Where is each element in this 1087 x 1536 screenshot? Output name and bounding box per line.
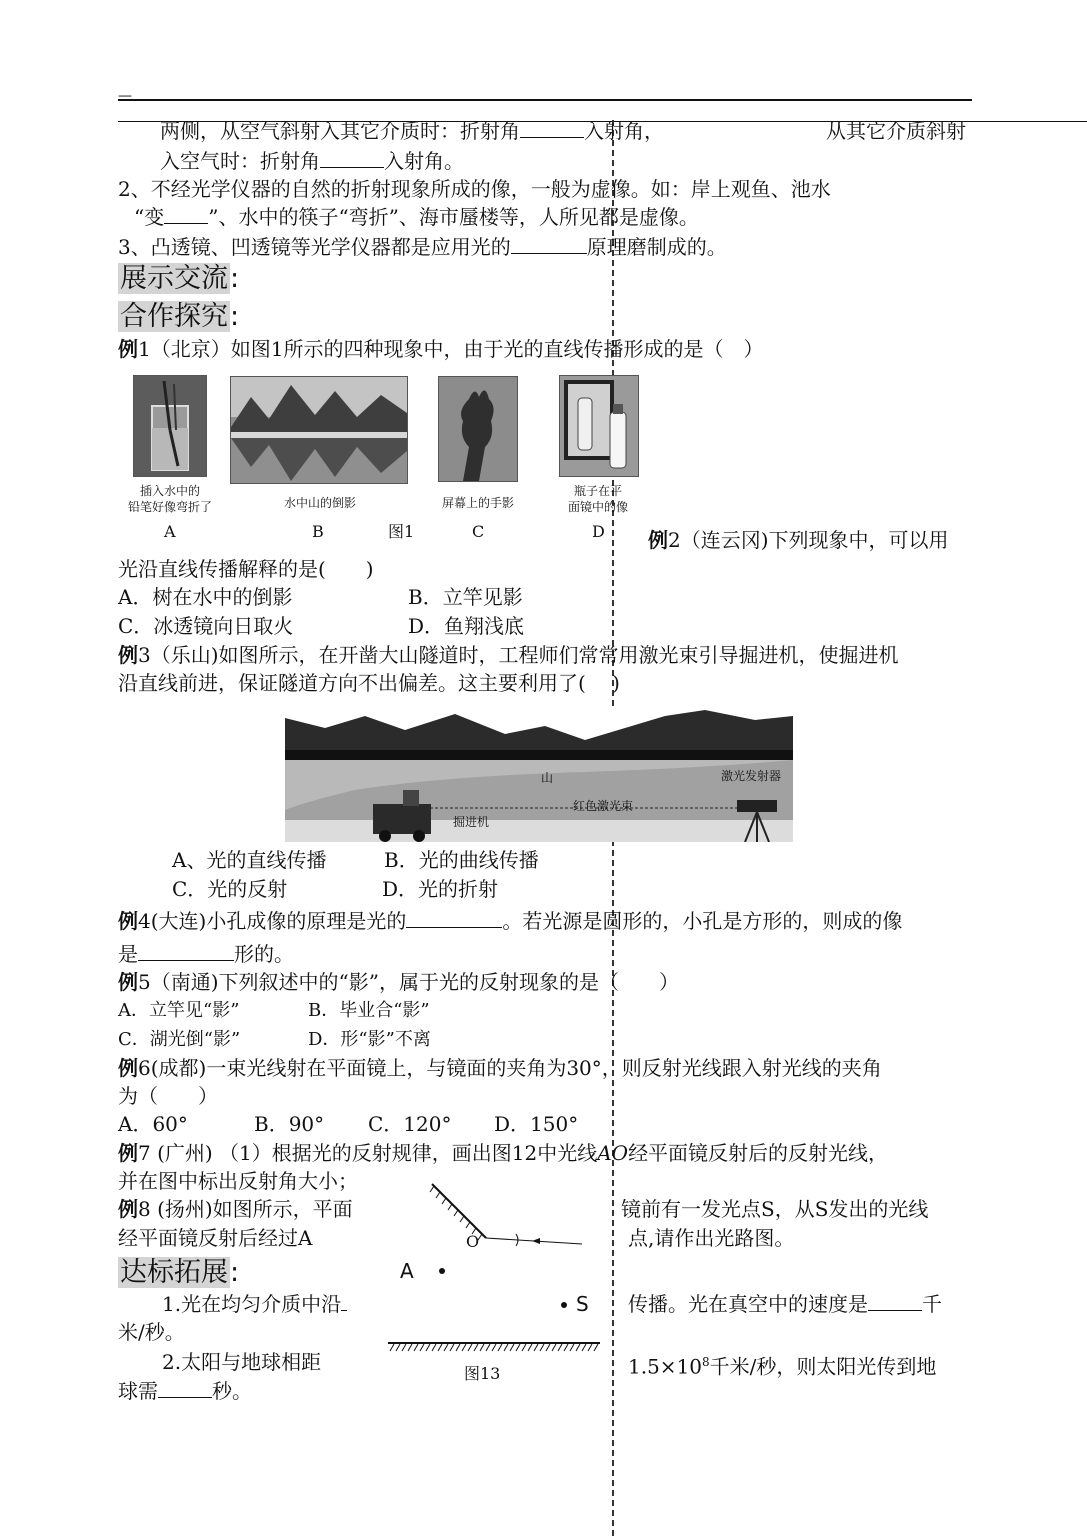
example-2-option-b: B．立竿见影 (408, 585, 523, 609)
figure-13-point-a-label: A (400, 1259, 414, 1283)
figure-12-mirror (420, 1178, 610, 1251)
example-1: 例1（北京）如图1所示的四种现象中，由于光的直线传播形成的是（ ） (118, 337, 764, 361)
tunnel-label-laser: 激光发射器 (721, 769, 782, 783)
letter-c: C (472, 522, 485, 541)
intro-line-1: 两侧，从空气斜射入其它介质时：折射角 入射角， (160, 119, 664, 143)
photo-mountain-reflection (230, 376, 408, 484)
caption-a: 插入水中的 铅笔好像弯折了 (127, 484, 212, 514)
photo-hand-shadow (438, 376, 518, 482)
reach-q1-a: 1.光在均匀介质中沿 (162, 1290, 347, 1318)
example-7-line-2: 并在图中标出反射角大小； (118, 1169, 358, 1193)
example-6-line-2: 为（ ） (118, 1084, 218, 1108)
intro-line-5: 3、凸透镜、凹透镜等光学仪器都是应用光的 原理磨制成的。 (118, 235, 727, 259)
intro-line-2: 入空气时：折射角 入射角。 (160, 149, 464, 173)
example-2-option-d: D．鱼翔浅底 (408, 614, 525, 638)
example-5: 例5（南通)下列叙述中的“影”，属于光的反射现象的是（ ） (118, 970, 679, 994)
photo-pencil-in-water (133, 375, 207, 477)
example-2-line-2: 光沿直线传播解释的是( ) (118, 557, 374, 581)
figure-13-point-s-label: S (576, 1292, 589, 1316)
caption-c: 屏幕上的手影 (441, 496, 514, 510)
reach-q1-c: 米/秒。 (118, 1320, 185, 1344)
example-6-option-c: C．120° (368, 1112, 452, 1136)
letter-a: A (164, 522, 176, 541)
example-6-option-a: A．60° (118, 1112, 188, 1136)
example-2-option-c: C．冰透镜向日取火 (118, 614, 294, 638)
example-2-line-1: 例2（连云冈)下列现象中，可以用 (648, 528, 949, 552)
example-4-line-2: 是 形的。 (118, 942, 294, 966)
example-8-line-1a: 例8 (扬州)如图所示，平面 (118, 1197, 353, 1221)
reach-q2-a: 2.太阳与地球相距 (162, 1350, 322, 1374)
letter-b: B (312, 522, 324, 541)
example-3-option-a: A、光的直线传播 (172, 848, 327, 872)
section-show: 展示交流: (120, 263, 240, 294)
example-2-option-a: A．树在水中的倒影 (118, 585, 293, 609)
example-5-option-c: C．湖光倒“影” (118, 1029, 241, 1050)
example-5-option-a: A．立竿见“影” (118, 1000, 240, 1021)
example-3-line-2: 沿直线前进，保证隧道方向不出偏差。这主要利用了( ) (118, 671, 620, 695)
example-8-line-2a: 经平面镜反射后经过A (118, 1226, 313, 1250)
example-3-option-c: C．光的反射 (172, 877, 288, 901)
figure-1-label: 图1 (388, 522, 415, 541)
tunnel-label-mountain: 山 (541, 771, 554, 785)
example-3-option-d: D．光的折射 (382, 877, 499, 901)
letter-d: D (592, 522, 605, 541)
example-3-line-1: 例3（乐山)如图所示，在开凿大山隧道时，工程师们常常用激光束引导掘进机，使掘进机 (118, 643, 899, 667)
example-5-option-b: B．毕业合“影” (308, 1000, 430, 1021)
example-6-option-b: B．90° (254, 1112, 325, 1136)
figure-13-mirror (388, 1336, 600, 1350)
figure-12-point-o: O (466, 1232, 480, 1251)
section-coop: 合作探究: (120, 301, 240, 332)
header-rule (118, 99, 972, 101)
intro-line-3: 2、不经光学仪器的自然的折射现象所成的像，一般为虚像。如：岸上观鱼、池水 (118, 177, 831, 201)
intro-line-4: “变 ”、水中的筷子“弯折”、海市蜃楼等，人所见都是虚像。 (134, 205, 699, 229)
figure-13-label: 图13 (464, 1364, 501, 1383)
example-5-option-d: D．形“影”不离 (308, 1029, 431, 1050)
example-6-line-1: 例6(成都)一束光线射在平面镜上，与镜面的夹角为30°，则反射光线跟入射光线的夹角 (118, 1056, 882, 1080)
header-mark: — (118, 88, 132, 104)
example-8-line-1b: 镜前有一发光点S，从S发出的光线 (621, 1197, 929, 1221)
example-4-line-1: 例4(大连)小孔成像的原理是光的 。若光源是圆形的，小孔是方形的，则成的像 (118, 909, 903, 933)
reach-q1-b: 传播。光在真空中的速度是 千 (628, 1292, 942, 1316)
example-3-option-b: B．光的曲线传播 (384, 848, 539, 872)
photo-bottle-mirror (559, 375, 639, 477)
section-reach: 达标拓展: (120, 1257, 240, 1288)
caption-b: 水中山的倒影 (283, 496, 356, 510)
figure-13-point-a (439, 1268, 445, 1274)
example-7-line-1: 例7 (广州) （1）根据光的反射规律，画出图12中光线AO经平面镜反射后的反射光线， (118, 1141, 889, 1165)
tunnel-label-machine: 掘进机 (453, 815, 490, 829)
reach-q2-b: $1.5\times 10^8$千米/秒，则太阳光传到地 (628, 1354, 937, 1379)
reach-q2-c: 球需 秒。 (118, 1379, 252, 1403)
tunnel-figure (285, 710, 793, 842)
intro-line-1-end: 从其它介质斜射 (826, 119, 966, 143)
caption-d: 瓶子在平 面镜中的像 (567, 484, 628, 514)
example-6-option-d: D．150° (494, 1112, 579, 1136)
tunnel-label-beam: 红色激光束 (573, 799, 634, 813)
figure-13-point-s (561, 1302, 567, 1308)
example-8-line-2b: 点,请作出光路图。 (628, 1226, 795, 1250)
